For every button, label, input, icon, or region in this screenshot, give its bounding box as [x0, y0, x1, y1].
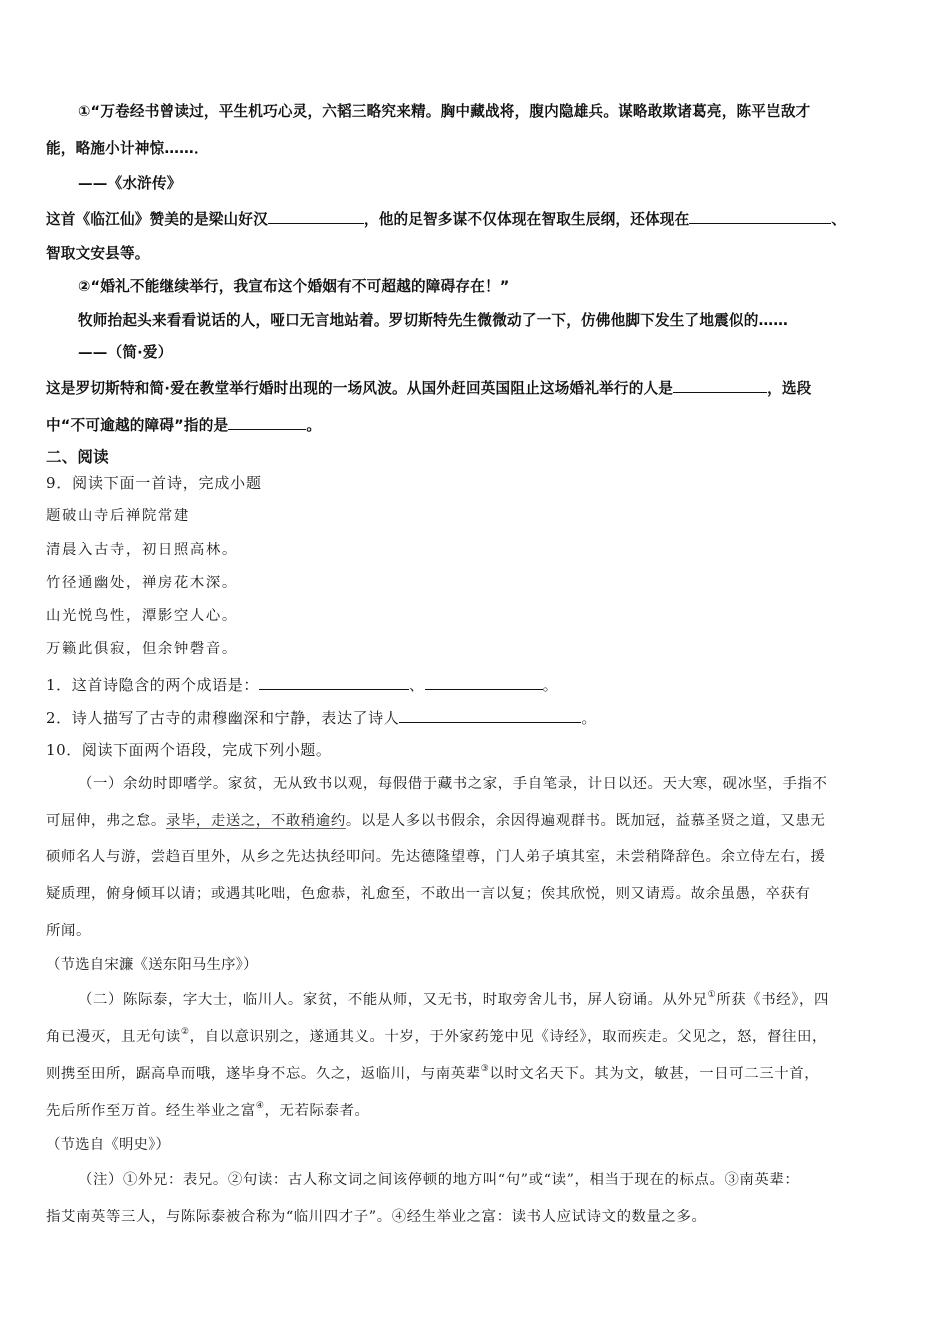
passage-text: 以时文名天下。其为文，敏甚，一日可二三十首， [489, 1066, 820, 1082]
question-text: 2．诗人描写了古寺的肃穆幽深和宁静，表达了诗人 [46, 709, 400, 727]
question-text: ，他的足智多谋不仅体现在智取生辰纲，还体现在 [363, 211, 690, 228]
passage2-line2 [46, 1027, 827, 1047]
footnote-marker: ③ [480, 1064, 490, 1074]
passage-text: 。以是人多以书假余，余因得遍观群书。既加冠，益慕圣贤之道，又患无 [345, 813, 826, 829]
passage2-line4 [46, 1101, 369, 1121]
question-jane-eyre [46, 376, 811, 399]
passage-text: 所获《书经》，四 [716, 992, 830, 1008]
answer-blank-idiom-1[interactable] [259, 673, 409, 690]
poem-line-3: 山光悦鸟性，潭影空人心。 [46, 608, 238, 624]
passage1-line1: （一）余幼时即嗜学。家贫，无从致书以观，每假借于藏书之家，手自笔录，计日以还。天大寒，砚冰坚，手指不 [78, 776, 828, 792]
answer-blank-exploit[interactable] [689, 207, 831, 224]
passage-text: 可屈伸，弗之怠。 [46, 813, 166, 829]
quote2-line1: ②“婚礼不能继续举行，我宣布这个婚姻有不可超越的障碍存在！” [78, 278, 510, 295]
passage2-line1 [78, 990, 829, 1010]
passage-text: 则携至田所，踞高阜而哦，遂毕身不忘。久之，返临川，与南英辈 [46, 1066, 481, 1082]
section-heading: 二、阅读 [46, 448, 109, 466]
question-text: 这是罗切斯特和简·爱在教堂举行婚时出现的一场风波。从国外赶回英国阻止这场婚礼举行的人是 [46, 380, 674, 397]
answer-blank-emotion[interactable] [399, 706, 581, 723]
q10-prompt: 10．阅读下面两个语段，完成下列小题。 [46, 741, 332, 759]
quote1-source: ——《水浒传》 [78, 175, 182, 192]
question-jane-eyre-cont [46, 413, 321, 436]
footnote-marker: ① [707, 990, 717, 1000]
q9-prompt: 9．阅读下面一首诗，完成小题 [46, 474, 262, 492]
footnote-marker: ④ [255, 1101, 265, 1111]
period: 。 [581, 709, 597, 727]
passage-text: ，自以意识别之，遂通其义。十岁，于外家药笼中见《诗经》，取而疾走。父见之，怒，督往田， [189, 1029, 827, 1045]
notes-line2: 指艾南英等三人，与陈际泰被合称为“临川四才子”。④经生举业之富：读书人应试诗文的数量之多。 [46, 1209, 707, 1225]
question-text: 中“不可逾越的障碍”指的是 [46, 417, 229, 434]
passage-text: （二）陈际泰，字大士，临川人。家贫，不能从师，又无书，时取旁舍儿书，屏人窃诵。从外兄 [78, 992, 708, 1008]
passage1-line5: 所闻。 [46, 923, 91, 939]
notes-line1: （注）①外兄：表兄。②句读：古人称文词之间该停顿的地方叫“句”或“读”，相当于现在的标点。③南英辈： [78, 1172, 800, 1188]
q9-sub1 [46, 673, 558, 695]
question-text: 、 [831, 211, 847, 228]
footnote-marker: ② [180, 1027, 190, 1037]
answer-blank-person[interactable] [673, 376, 767, 393]
poem-line-1: 清晨入古寺，初日照高林。 [46, 542, 238, 558]
poem-title: 题破山寺后禅院常建 [46, 508, 190, 524]
separator: 、 [408, 676, 425, 694]
question-text: 这首《临江仙》赞美的是梁山好汉 [46, 211, 268, 228]
answer-blank-obstacle[interactable] [228, 413, 306, 430]
answer-blank-idiom-2[interactable] [425, 673, 543, 690]
poem-line-2: 竹径通幽处，禅房花木深。 [46, 575, 238, 591]
question-water-margin [46, 207, 846, 230]
quote1-line1: ①“万卷经书曾读过，平生机巧心灵，六韬三略究来精。胸中藏战将，腹内隐雄兵。谋略敢欺诸葛亮，陈平岂敌才 [78, 103, 811, 120]
quote2-line2: 牧师抬起头来看看说话的人，哑口无言地站着。罗切斯特先生微微动了一下，仿佛他脚下发生了地震似的…… [78, 312, 789, 329]
answer-blank-hero[interactable] [268, 207, 364, 224]
passage1-line2 [46, 811, 826, 831]
quote1-line2: 能，略施小计神惊……． [46, 140, 209, 157]
question-text: 1．这首诗隐含的两个成语是： [46, 676, 259, 694]
passage1-source: （节选自宋濂《送东阳马生序》） [46, 957, 258, 973]
period: 。 [542, 676, 559, 694]
passage1-line3: 硕师名人与游，尝趋百里外，从乡之先达执经叩问。先达德隆望尊，门人弟子填其室，未尝稍降辞色。余立侍左右，援 [46, 849, 826, 865]
question-water-margin-cont: 智取文安县等。 [46, 245, 150, 262]
question-text: ，选段 [767, 380, 812, 397]
question-text: 。 [306, 417, 322, 434]
passage2-line3 [46, 1064, 819, 1084]
passage-text: ，无若际泰者。 [264, 1103, 370, 1119]
passage-text: 先后所作至万首。经生举业之富 [46, 1103, 256, 1119]
poem-line-4: 万籁此俱寂，但余钟磬音。 [46, 641, 238, 657]
passage-text: 角已漫灭，且无句读 [46, 1029, 181, 1045]
quote2-source: ——（简·爱） [78, 344, 173, 361]
passage1-line4: 疑质理，俯身倾耳以请；或遇其叱咄，色愈恭，礼愈至，不敢出一言以复；俟其欣悦，则又请焉。故余虽愚，卒获有 [46, 886, 811, 902]
passage2-source: （节选自《明史》） [46, 1137, 171, 1153]
underlined-sentence: 录毕，走送之，不敢稍逾约 [165, 813, 346, 829]
q9-sub2 [46, 706, 597, 728]
